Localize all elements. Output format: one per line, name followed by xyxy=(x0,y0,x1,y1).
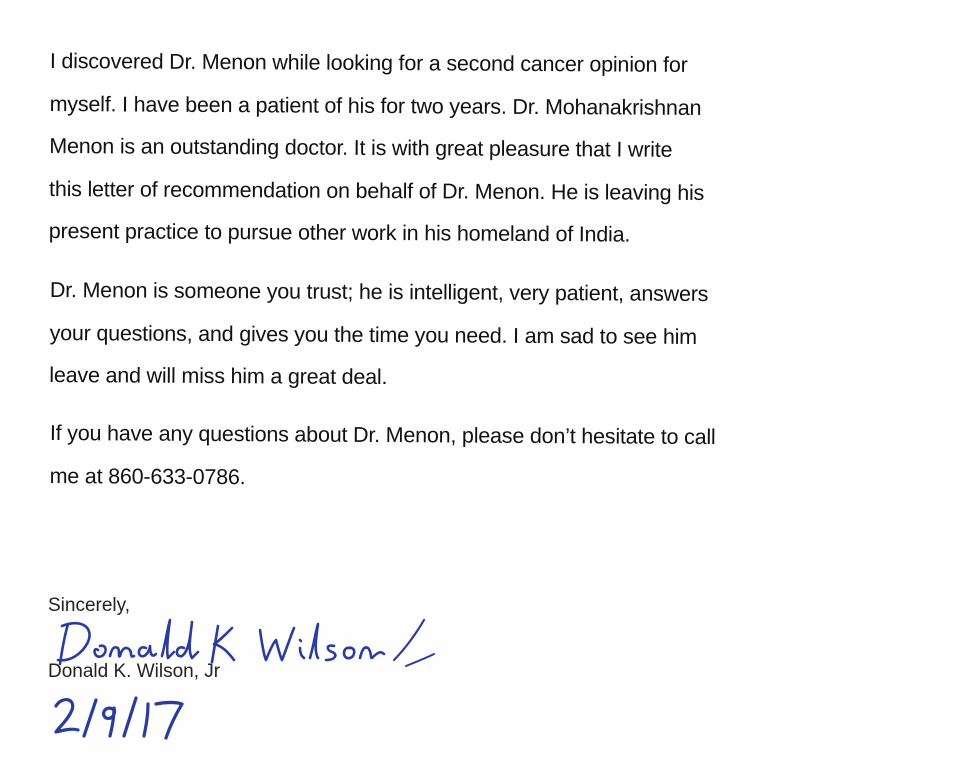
paragraph-line: present practice to pursue other work in his homeland of India. xyxy=(48,218,631,247)
paragraph-line: Dr. Menon is someone you trust; he is intelligent, very patient, answers xyxy=(49,277,709,306)
letter-body xyxy=(50,40,930,513)
paragraph-line: If you have any questions about Dr. Menon, please don’t hesitate to call xyxy=(49,420,716,450)
paragraph-1 xyxy=(49,40,930,258)
paragraph-2 xyxy=(49,269,930,402)
paragraph-line: your questions, and gives you the time you need. I am sad to see him xyxy=(49,319,697,348)
paragraph-line: myself. I have been a patient of his for two years. Dr. Mohanakrishnan xyxy=(49,91,702,120)
signer-name: Donald K. Wilson, Jr xyxy=(48,661,221,682)
closing-salutation: Sincerely, xyxy=(48,595,131,616)
paragraph-line: I discovered Dr. Menon while looking for a second cancer opinion for xyxy=(49,48,688,77)
paragraph-3 xyxy=(49,412,930,502)
paragraph-line: this letter of recommendation on behalf of Dr. Menon. He is leaving his xyxy=(49,176,705,205)
handwritten-date xyxy=(52,692,202,742)
paragraph-line: Menon is an outstanding doctor. It is with great pleasure that I write xyxy=(49,133,673,162)
letter-closing xyxy=(48,594,448,744)
paragraph-line: leave and will miss him a great deal. xyxy=(49,362,388,389)
paragraph-line: me at 860-633-0786. xyxy=(49,463,246,489)
